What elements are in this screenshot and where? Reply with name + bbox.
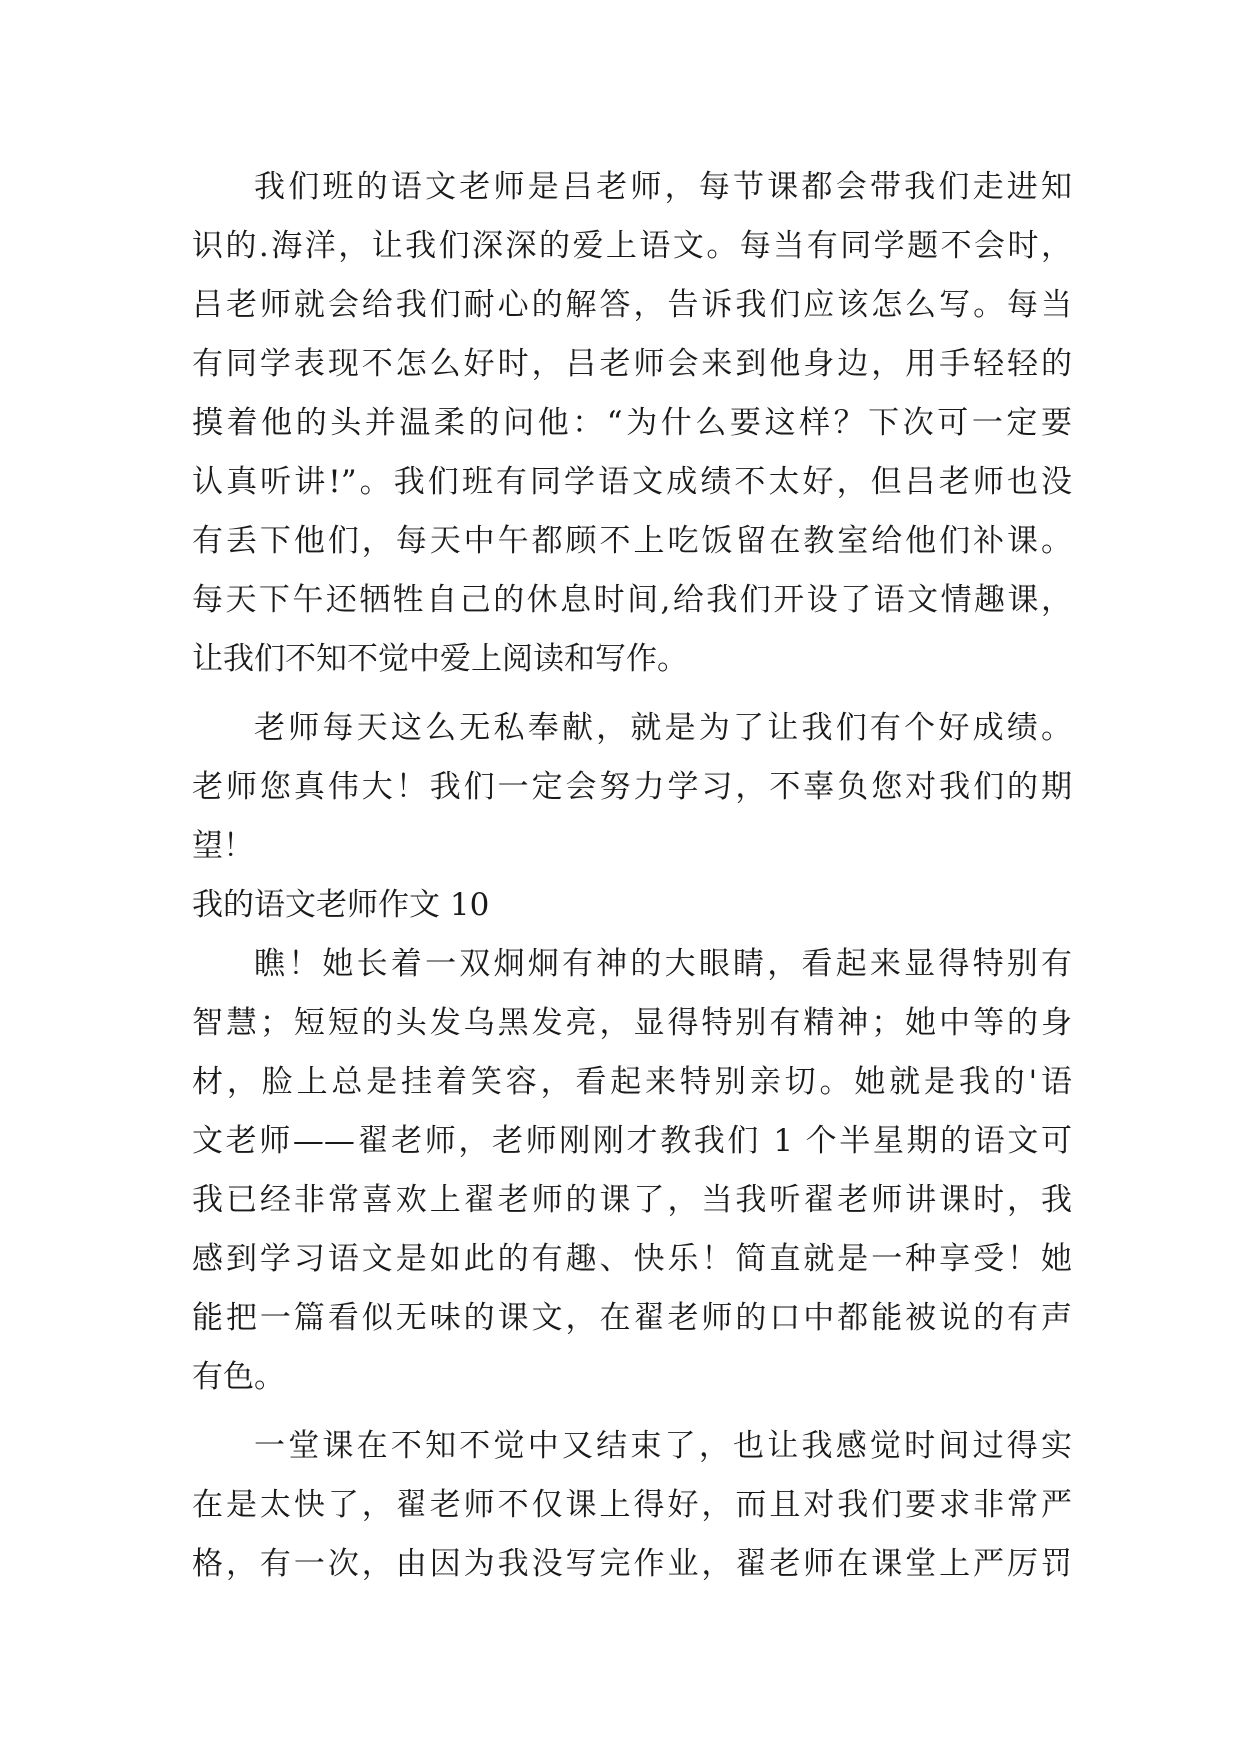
text-line: 识的.海洋，让我们深深的爱上语文。每当有同学题不会时，	[192, 228, 1072, 264]
text-line: 我们班的语文老师是吕老师，每节课都会带我们走进知	[254, 169, 1072, 205]
paragraph	[192, 158, 1072, 689]
text-line: 在是太快了，翟老师不仅课上得好，而且对我们要求非常严	[192, 1487, 1072, 1523]
paragraph-gap	[192, 1407, 1072, 1417]
heading-text: 我的语文老师作文 10	[192, 887, 490, 923]
text-line: 感到学习语文是如此的有趣、快乐！简直就是一种享受！她	[192, 1241, 1072, 1277]
text-line: 让我们不知不觉中爱上阅读和写作。	[192, 641, 688, 677]
text-line: 能把一篇看似无味的课文，在翟老师的口中都能被说的有声	[192, 1300, 1072, 1336]
text-line: 有丢下他们，每天中午都顾不上吃饭留在教室给他们补课。	[192, 523, 1072, 559]
paragraph	[192, 1417, 1072, 1594]
text-line: 一堂课在不知不觉中又结束了，也让我感觉时间过得实	[254, 1428, 1072, 1464]
paragraph	[192, 935, 1072, 1407]
text-line: 有同学表现不怎么好时，吕老师会来到他身边，用手轻轻的	[192, 346, 1072, 382]
text-line: 格，有一次，由因为我没写完作业，翟老师在课堂上严厉罚	[192, 1546, 1072, 1582]
text-line: 文老师——翟老师，老师刚刚才教我们 1 个半星期的语文可	[192, 1123, 1072, 1159]
document-body	[192, 158, 1072, 1594]
text-line: 摸着他的头并温柔的问他：“为什么要这样？下次可一定要	[192, 405, 1072, 441]
text-line: 材，脸上总是挂着笑容，看起来特别亲切。她就是我的'语	[192, 1064, 1072, 1100]
paragraph-gap	[192, 689, 1072, 699]
section-heading	[192, 876, 1072, 935]
text-line: 吕老师就会给我们耐心的解答，告诉我们应该怎么写。每当	[192, 287, 1072, 323]
text-line: 我已经非常喜欢上翟老师的课了，当我听翟老师讲课时，我	[192, 1182, 1072, 1218]
text-line: 每天下午还牺牲自己的休息时间,给我们开设了语文情趣课，	[192, 582, 1072, 618]
text-line: 认真听讲!”。我们班有同学语文成绩不太好，但吕老师也没	[192, 464, 1072, 500]
text-line: 智慧；短短的头发乌黑发亮，显得特别有精神；她中等的身	[192, 1005, 1072, 1041]
text-line: 瞧！她长着一双炯炯有神的大眼睛，看起来显得特别有	[254, 946, 1072, 982]
text-line: 老师您真伟大！我们一定会努力学习，不辜负您对我们的期	[192, 769, 1072, 805]
paragraph	[192, 699, 1072, 876]
text-line: 有色。	[192, 1359, 285, 1395]
text-line: 老师每天这么无私奉献，就是为了让我们有个好成绩。	[254, 710, 1072, 746]
text-line: 望！	[192, 828, 254, 864]
